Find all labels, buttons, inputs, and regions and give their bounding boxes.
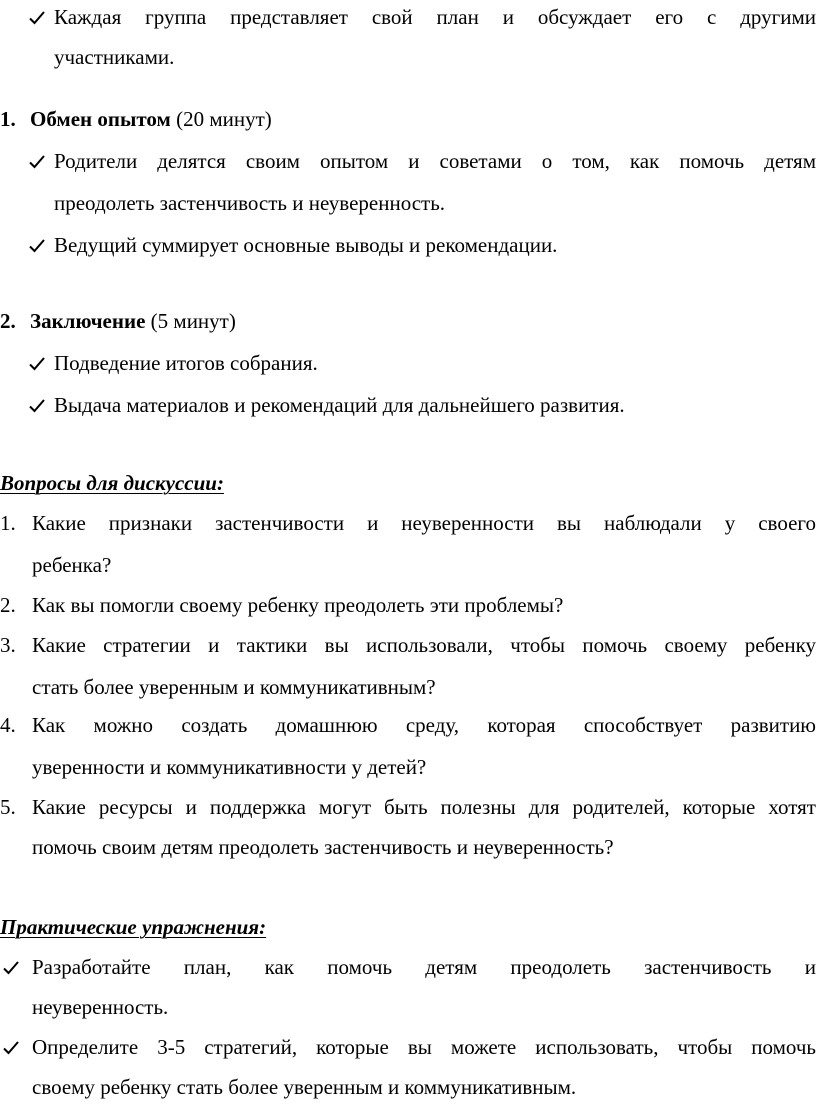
question-4-line1: Как можно создать домашнюю среду, которая способствует развитию	[32, 713, 816, 737]
exchange-bullet-2-line1: Ведущий суммирует основные выводы и рекомендации.	[54, 233, 558, 257]
checkmark-icon	[28, 342, 54, 384]
section-exchange-heading	[0, 98, 816, 140]
checkmark-icon	[28, 140, 54, 182]
section-exchange-duration: (20 минут)	[176, 107, 272, 131]
conclusion-bullet	[0, 342, 816, 384]
exchange-bullet-cont	[0, 182, 816, 224]
question-item	[0, 502, 816, 544]
question-item-cont	[0, 666, 816, 708]
questions-heading-row	[0, 462, 816, 504]
section-conclusion-number: 2.	[0, 309, 16, 333]
question-1-line2: ребенка?	[32, 553, 112, 577]
checkmark-icon	[28, 224, 54, 266]
intro-bullet	[0, 0, 816, 38]
exercise-1-line2: неуверенность.	[32, 995, 169, 1019]
intro-bullet-cont	[0, 36, 816, 78]
question-number: 2.	[0, 593, 16, 617]
exercise-2-line2: своему ребенку стать более уверенным и коммуникативным.	[32, 1075, 577, 1099]
section-exchange-number: 1.	[0, 107, 16, 131]
question-item-cont	[0, 826, 816, 868]
exchange-bullet-1-line1: Родители делятся своим опытом и советами о том, как помочь детям	[54, 149, 816, 173]
conclusion-bullet	[0, 384, 816, 426]
question-5-line2: помочь своим детям преодолеть застенчивость и неуверенность?	[32, 835, 614, 859]
section-conclusion-duration: (5 минут)	[150, 309, 236, 333]
intro-bullet-line1: Каждая группа представляет свой план и обсуждает его с другими	[54, 5, 816, 29]
exercise-2-line1: Определите 3-5 стратегий, которые вы можете использовать, чтобы помочь	[32, 1035, 816, 1059]
question-number: 4.	[0, 713, 16, 737]
exercise-bullet	[0, 1026, 816, 1068]
exchange-bullet	[0, 224, 816, 266]
exchange-bullet	[0, 140, 816, 182]
question-item	[0, 584, 816, 626]
section-conclusion-heading	[0, 300, 816, 342]
exercise-bullet	[0, 946, 816, 988]
question-item	[0, 786, 816, 828]
section-exchange-title: Обмен опытом	[30, 107, 171, 131]
question-item-cont	[0, 544, 816, 586]
question-3-line2: стать более уверенным и коммуникативным?	[32, 675, 436, 699]
exercise-bullet-cont	[0, 1066, 816, 1108]
checkmark-icon	[2, 946, 28, 988]
exercises-heading-row	[0, 906, 816, 948]
question-3-line1: Какие стратегии и тактики вы использовали, чтобы помочь своему ребенку	[32, 633, 816, 657]
questions-heading: Вопросы для дискуссии:	[0, 471, 224, 495]
question-item-cont	[0, 746, 816, 788]
conclusion-bullet-1-line1: Подведение итогов собрания.	[54, 351, 318, 375]
question-number: 1.	[0, 511, 16, 535]
checkmark-icon	[2, 1026, 28, 1068]
conclusion-bullet-2-line1: Выдача материалов и рекомендаций для дальнейшего развития.	[54, 393, 625, 417]
question-4-line2: уверенности и коммуникативности у детей?	[32, 755, 427, 779]
question-number: 3.	[0, 633, 16, 657]
question-item	[0, 704, 816, 746]
section-conclusion-title: Заключение	[30, 309, 146, 333]
checkmark-icon	[28, 384, 54, 426]
exercises-heading: Практические упражнения:	[0, 915, 267, 939]
exercise-bullet-cont	[0, 986, 816, 1028]
question-5-line1: Какие ресурсы и поддержка могут быть полезны для родителей, которые хотят	[32, 795, 816, 819]
question-item	[0, 624, 816, 666]
question-number: 5.	[0, 795, 16, 819]
intro-bullet-line2: участниками.	[54, 45, 175, 69]
question-2-line1: Как вы помогли своему ребенку преодолеть эти проблемы?	[32, 593, 564, 617]
exercise-1-line1: Разработайте план, как помочь детям преодолеть застенчивость и	[32, 955, 816, 979]
checkmark-icon	[28, 0, 54, 38]
question-1-line1: Какие признаки застенчивости и неуверенности вы наблюдали у своего	[32, 511, 816, 535]
exchange-bullet-1-line2: преодолеть застенчивость и неуверенность.	[54, 191, 446, 215]
